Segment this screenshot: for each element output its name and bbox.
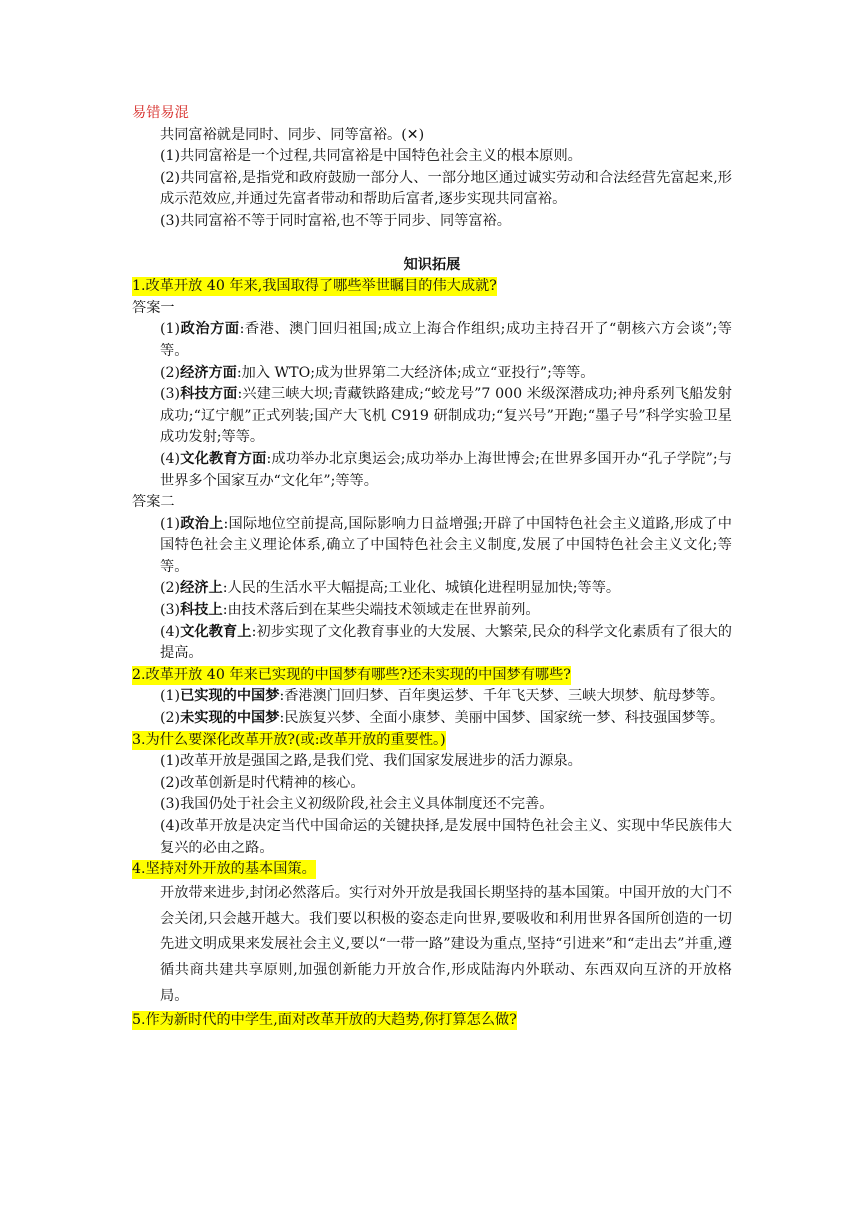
error-point-2: (2)共同富裕,是指党和政府鼓励一部分人、一部分地区通过诚实劳动和合法经营先富起来,形成示范效应,并通过先富者带动和帮助后富者,逐步实现共同富裕。 (160, 169, 732, 208)
question-3-item: (3)我国仍处于社会主义初级阶段,社会主义具体制度还不完善。 (160, 796, 554, 813)
question-1: 1.改革开放 40 年来,我国取得了哪些举世瞩目的伟大成就? (132, 278, 497, 295)
answer-1-item: (3)科技方面:兴建三峡大坝;青藏铁路建成;“蛟龙号”7 000 米级深潜成功;神舟系列飞船发射成功;“辽宁舰”正式列装;国产大飞机 C919 研制成功;“复兴号”开跑;“墨子号”科学实验卫星成功发射;等等。 (160, 386, 732, 446)
answer-2-item: (2)经济上:人民的生活水平大幅提高;工业化、城镇化进程明显加快;等等。 (160, 580, 621, 597)
question-5: 5.作为新时代的中学生,面对改革开放的大趋势,你打算怎么做? (132, 1011, 517, 1028)
answer-1-item: (1)政治方面:香港、澳门回归祖国;成立上海合作组织;成功主持召开了“朝核六方会谈”;等等。 (160, 321, 732, 359)
answer-2-item: (3)科技上:由技术落后到在某些尖端技术领域走在世界前列。 (160, 602, 540, 619)
answer-1-item: (2)经济方面:加入 WTO;成为世界第二大经济体;成立“亚投行”;等等。 (160, 364, 595, 381)
question-4: 4.坚持对外开放的基本国策。 (132, 861, 316, 878)
section-spacer (132, 233, 732, 255)
answer-2-item: (1)政治上:国际地位空前提高,国际影响力日益增强;开辟了中国特色社会主义道路,形成了中国特色社会主义理论体系,确立了中国特色社会主义制度,发展了中国特色社会主义文化;等等。 (160, 515, 732, 575)
document-page (132, 103, 732, 1031)
question-2-item: (2)未实现的中国梦:民族复兴梦、全面小康梦、美丽中国梦、国家统一梦、科技强国梦等。 (160, 710, 725, 727)
question-3-item: (2)改革创新是时代精神的核心。 (160, 774, 365, 791)
question-3-item: (1)改革开放是强国之路,是我们党、我们国家发展进步的活力源泉。 (160, 753, 582, 770)
question-2: 2.改革开放 40 年来已实现的中国梦有哪些?还未实现的中国梦有哪些? (132, 666, 571, 683)
error-point-3: (3)共同富裕不等于同时富裕,也不等于同步、同等富裕。 (160, 212, 511, 229)
question-2-item: (1)已实现的中国梦:香港澳门回归梦、百年奥运梦、千年飞天梦、三峡大坝梦、航母梦等。 (160, 688, 725, 705)
error-point-1: (1)共同富裕是一个过程,共同富裕是中国特色社会主义的根本原则。 (160, 148, 582, 165)
section-heading: 知识拓展 (403, 256, 461, 273)
answer-1-item: (4)文化教育方面:成功举办北京奥运会;成功举办上海世博会;在世界多国开办“孔子学院”;与世界多个国家互办“文化年”;等等。 (160, 450, 732, 489)
error-section-title: 易错易混 (132, 105, 189, 121)
question-4-paragraph: 开放带来进步,封闭必然落后。实行对外开放是我国长期坚持的基本国策。中国开放的大门不会关闭,只会越开越大。我们要以积极的姿态走向世界,要吸收和利用世界各国所创造的一切先进文明成果来发展社会主义,要以“一带一路”建设为重点,坚持“引进来”和“走出去”并重,遵循共商共建共享原则,加强创新能力开放合作,形成陆海内外联动、东西双向互济的开放格局。 (160, 884, 733, 1004)
error-statement: 共同富裕就是同时、同步、同等富裕。(✕) (160, 126, 425, 143)
answer-1-label: 答案一 (132, 299, 175, 316)
answer-2-item: (4)文化教育上:初步实现了文化教育事业的大发展、大繁荣,民众的科学文化素质有了很大的提高。 (160, 623, 732, 662)
question-3-item: (4)改革开放是决定当代中国命运的关键抉择,是发展中国特色社会主义、实现中华民族伟大复兴的必由之路。 (160, 818, 732, 856)
question-3: 3.为什么要深化改革开放?(或:改革开放的重要性。) (132, 731, 446, 748)
answer-2-label: 答案二 (132, 494, 175, 511)
